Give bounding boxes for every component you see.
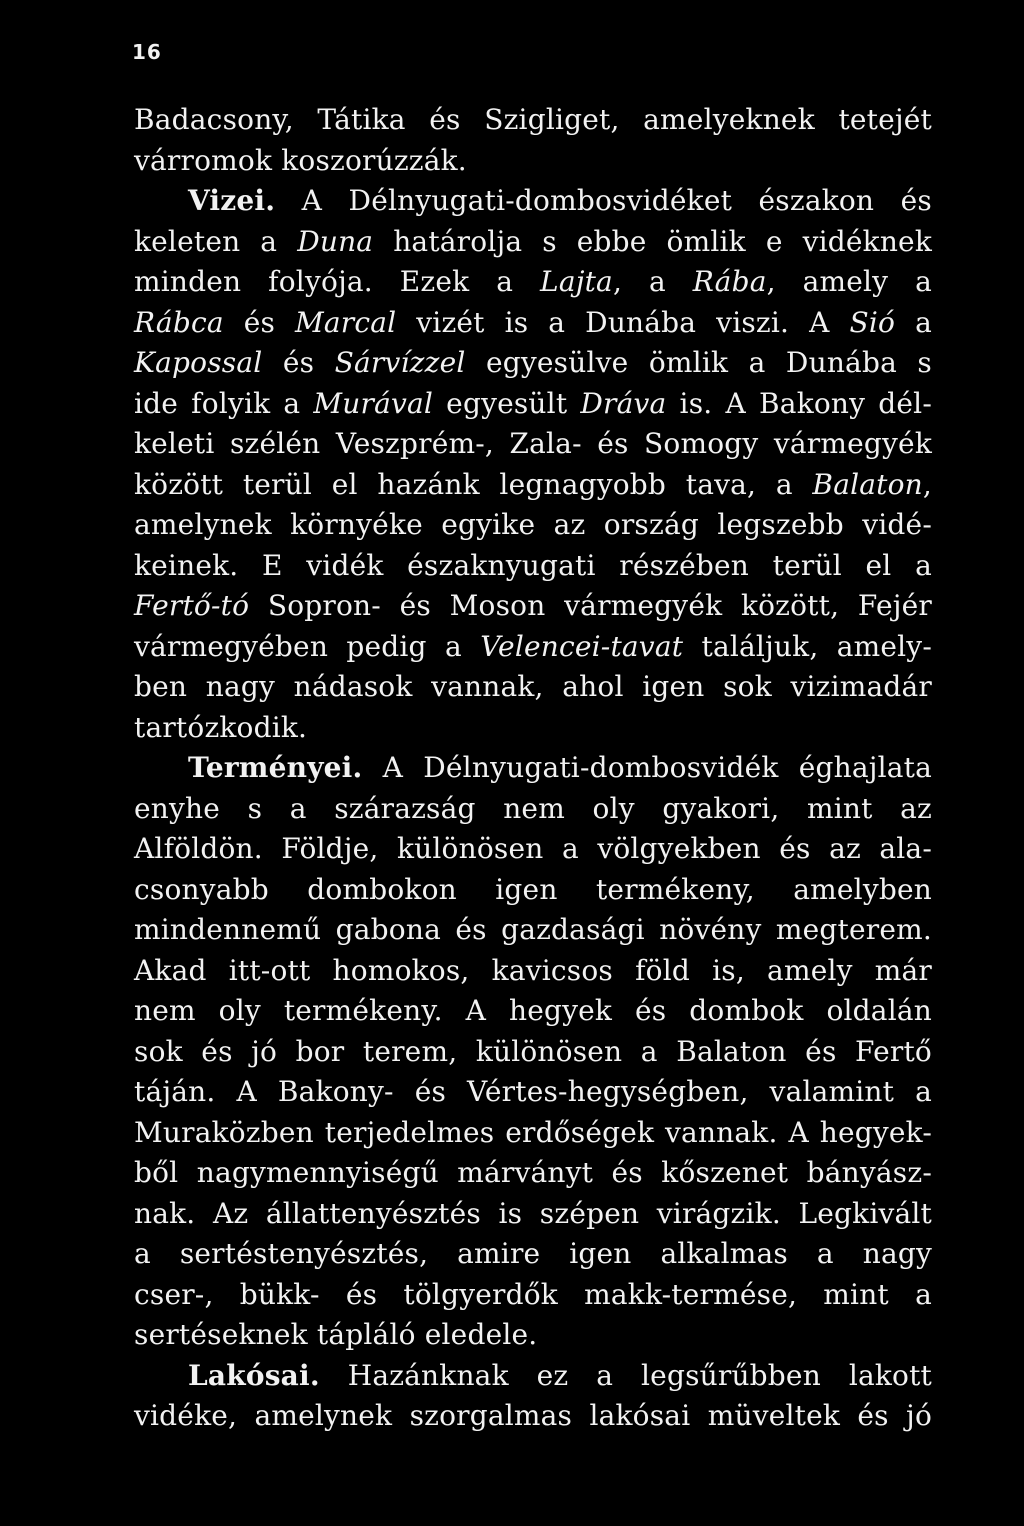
text-segment: ben nagy nádasok vannak, ahol igen sok vizimadár	[134, 670, 932, 703]
place-name: Rábca	[134, 305, 224, 339]
text-segment: sok és jó bor terem, különösen a Balaton és Fertő	[134, 1034, 932, 1068]
text-line	[134, 627, 932, 668]
section-heading: Terményei.	[188, 751, 363, 784]
text-line	[134, 181, 932, 222]
section-heading: Vizei.	[188, 184, 276, 217]
text-line	[134, 546, 932, 587]
text-segment: ide folyik a	[134, 386, 314, 420]
text-line	[134, 1275, 932, 1316]
text-line	[134, 1032, 932, 1073]
text-segment: táján. A Bakony- és Vértes-hegységben, valamint a	[134, 1075, 932, 1108]
place-name: Sárvízzel	[334, 346, 466, 379]
text-line	[134, 1113, 932, 1154]
place-name: Marcal	[295, 305, 397, 339]
text-line	[134, 951, 932, 992]
text-line	[134, 586, 932, 627]
text-segment: vármegyében pedig a	[134, 629, 481, 663]
text-line	[134, 424, 932, 465]
text-line	[134, 1194, 932, 1235]
text-line	[134, 303, 932, 344]
text-segment: , amely a	[766, 265, 932, 298]
text-line	[134, 910, 932, 951]
text-line	[134, 1234, 932, 1275]
text-line	[134, 991, 932, 1032]
text-line	[134, 829, 932, 870]
text-line	[134, 870, 932, 911]
text-segment: A Délnyugati-dombosvidéket északon és	[275, 184, 932, 217]
page-number: 16	[132, 40, 162, 64]
text-segment: keinek. E vidék északnyugati részében terül el a	[134, 548, 932, 582]
text-segment: ,	[922, 467, 932, 501]
place-name: Balaton	[812, 467, 923, 501]
text-segment: és	[262, 346, 335, 379]
place-name: Dráva	[580, 386, 667, 420]
text-segment: találjuk, amely-	[683, 629, 932, 663]
text-segment: ből nagymennyiségű márványt és kőszenet bányász-	[134, 1156, 932, 1189]
text-segment: és	[223, 305, 296, 339]
place-name: Fertő-tó	[134, 589, 250, 622]
text-segment: tartózkodik.	[134, 710, 308, 744]
text-segment: Akad itt-ott homokos, kavicsos föld is, amely már	[134, 953, 932, 987]
place-name: Murával	[313, 386, 434, 420]
text-segment: vizét is a Dunába viszi. A	[396, 305, 850, 339]
text-segment: egyesülve ömlik a Dunába s	[465, 346, 932, 379]
text-line	[134, 1396, 932, 1437]
text-line	[134, 262, 932, 303]
text-segment: keleten a	[134, 224, 298, 258]
text-segment: a sertéstenyésztés, amire igen alkalmas a nagy	[134, 1237, 932, 1270]
text-segment: Muraközben terjedelmes erdőségek vannak. A hegyek-	[134, 1115, 932, 1149]
place-name: Lajta	[540, 265, 613, 298]
text-segment: Alföldön. Földje, különösen a völgyekben és az ala-	[134, 832, 932, 865]
section-heading: Lakósai.	[188, 1358, 320, 1392]
text-line	[134, 1072, 932, 1113]
text-segment: nak. Az állattenyésztés is szépen virágzik. Legkivált	[134, 1196, 932, 1230]
text-segment: A Délnyugati-dombosvidék éghajlata	[362, 751, 932, 784]
text-segment: Hazánknak ez a legsűrűbben lakott	[319, 1358, 932, 1392]
text-segment: keleti szélén Veszprém-, Zala- és Somogy vármegyék	[134, 427, 932, 460]
place-name: Rába	[692, 265, 767, 298]
text-line	[134, 1356, 932, 1397]
text-line	[134, 748, 932, 789]
text-segment: , a	[612, 265, 693, 298]
text-segment: között terül el hazánk legnagyobb tava, a	[134, 467, 813, 501]
text-line	[134, 1153, 932, 1194]
place-name: Sió	[849, 305, 896, 339]
text-segment: is. A Bakony dél-	[666, 386, 932, 420]
text-line	[134, 222, 932, 263]
text-line	[134, 789, 932, 830]
text-segment: sertéseknek tápláló eledele.	[134, 1318, 538, 1351]
text-line	[134, 343, 932, 384]
text-segment: Sopron- és Moson vármegyék között, Fejér	[249, 589, 932, 622]
text-line	[134, 667, 932, 708]
text-segment: vidéke, amelynek szorgalmas lakósai müveltek és jó	[134, 1399, 932, 1432]
place-name: Velencei-tavat	[480, 629, 684, 663]
text-segment: várromok koszorúzzák.	[134, 143, 467, 177]
text-segment: Badacsony, Tátika és Szigliget, amelyeknek tetejét	[134, 103, 932, 136]
text-segment: a	[895, 305, 932, 339]
text-segment: enyhe s a szárazság nem oly gyakori, mint az	[134, 791, 932, 825]
body-text	[134, 100, 932, 1437]
text-segment: határolja s ebbe ömlik e vidéknek	[373, 224, 932, 258]
text-line	[134, 100, 932, 141]
text-segment: mindennemű gabona és gazdasági növény megterem.	[134, 913, 932, 946]
text-line	[134, 384, 932, 425]
text-segment: amelynek környéke egyike az ország legszebb vidé-	[134, 508, 932, 541]
text-segment: minden folyója. Ezek a	[134, 265, 541, 298]
text-segment: csonyabb dombokon igen termékeny, amelyben	[134, 872, 932, 906]
text-segment: egyesült	[433, 386, 581, 420]
text-segment: cser-, bükk- és tölgyerdők makk-termése, mint a	[134, 1277, 932, 1311]
text-segment: nem oly termékeny. A hegyek és dombok oldalán	[134, 994, 932, 1027]
text-line	[134, 141, 932, 182]
text-line	[134, 1315, 932, 1356]
text-line	[134, 708, 932, 749]
place-name: Kapossal	[134, 346, 263, 379]
text-line	[134, 505, 932, 546]
text-line	[134, 465, 932, 506]
place-name: Duna	[297, 224, 374, 258]
